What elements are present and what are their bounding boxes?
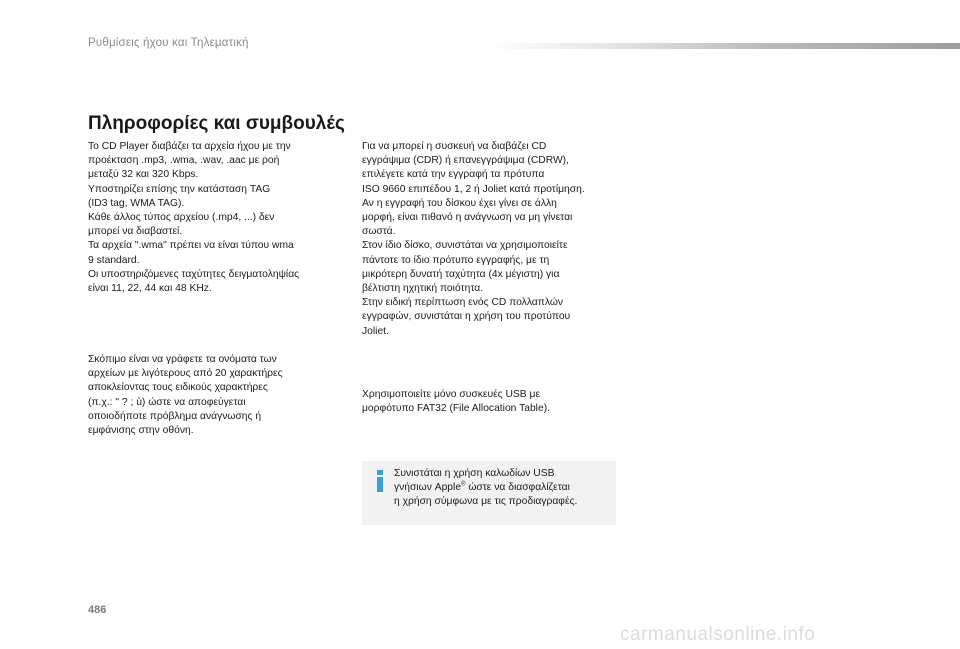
- text-line: μορφή, είναι πιθανό η ανάγνωση να μη γίνεται: [362, 212, 573, 224]
- text-line: Κάθε άλλος τύπος αρχείου (.mp4, ...) δεν: [88, 212, 275, 224]
- text-line: (π.χ.: " ? ; ù) ώστε να αποφεύγεται: [88, 396, 246, 408]
- section-header: Ρυθμίσεις ήχου και Τηλεματική: [88, 37, 249, 49]
- text-line: Joliet.: [362, 325, 389, 337]
- watermark: carmanualsonline.info: [620, 624, 816, 645]
- text-line: είναι 11, 22, 44 και 48 KHz.: [88, 283, 212, 295]
- text-line: Αν η εγγραφή του δίσκου έχει γίνει σε άλλη: [362, 197, 557, 209]
- text-line: μπορεί να διαβαστεί.: [88, 226, 183, 238]
- text-line: εγγράψιμα (CDR) ή επανεγγράψιμα (CDRW),: [362, 155, 569, 167]
- page-title: Πληροφορίες και συμβουλές: [88, 113, 345, 134]
- left-paragraph-2: [88, 353, 350, 438]
- text-line: πάντοτε το ίδιο πρότυπο εγγραφής, με τη: [362, 254, 550, 266]
- right-paragraph-1: [362, 140, 622, 339]
- text-line: μικρότερη δυνατή ταχύτητα (4x μέγιστη) για: [362, 268, 560, 280]
- text-line: (ID3 tag, WMA TAG).: [88, 197, 185, 209]
- text-line: 9 standard.: [88, 254, 140, 266]
- text-line: Σκόπιμο είναι να γράφετε τα ονόματα των: [88, 354, 277, 365]
- text-line: Στον ίδιο δίσκο, συνιστάται να χρησιμοποιείτε: [362, 240, 568, 252]
- info-note-box: [362, 461, 616, 525]
- text-line: ISO 9660 επιπέδου 1, 2 ή Joliet κατά προτίμηση.: [362, 183, 585, 195]
- text-line: επιλέγετε κατά την εγγραφή τα πρότυπα: [362, 169, 545, 181]
- text-line: αποκλείοντας τους ειδικούς χαρακτήρες: [88, 382, 268, 394]
- page-number: 486: [88, 604, 107, 616]
- text-line: αρχείων με λιγότερους από 20 χαρακτήρες: [88, 368, 283, 380]
- text-line: οποιοδήποτε πρόβλημα ανάγνωσης ή: [88, 410, 262, 422]
- text-line: Οι υποστηριζόμενες ταχύτητες δειγματοληψίας: [88, 268, 300, 280]
- text-line: προέκταση .mp3, .wma, .wav, .aac με ροή: [88, 155, 280, 167]
- left-paragraph-1: [88, 140, 350, 296]
- text-line: εμφάνισης στην οθόνη.: [88, 425, 194, 437]
- text-line: εγγραφών, συνιστάται η χρήση του προτύπου: [362, 311, 571, 323]
- note-text: Συνιστάται η χρήση καλωδίων USB γνήσιων Apple® ώστε να διασφαλίζεται η χρήση σύμφωνα με τις προδιαγραφές.: [394, 468, 578, 508]
- text-line: Τα αρχεία ".wma" πρέπει να είναι τύπου wma: [88, 240, 294, 252]
- info-icon: [376, 470, 384, 492]
- right-paragraph-2: [362, 388, 622, 416]
- text-line: μεταξύ 32 και 320 Kbps.: [88, 169, 199, 181]
- text-line: σωστά.: [362, 226, 396, 238]
- header-decoration-bar: [488, 43, 960, 49]
- text-line: Το CD Player διαβάζει τα αρχεία ήχου με την: [88, 141, 291, 152]
- text-line: Υποστηρίζει επίσης την κατάσταση TAG: [88, 183, 271, 195]
- text-line: βέλτιστη ηχητική ποιότητα.: [362, 283, 484, 295]
- text-line: Για να μπορεί η συσκευή να διαβάζει CD: [362, 141, 547, 152]
- text-line: μορφότυπο FAT32 (File Allocation Table).: [362, 403, 550, 415]
- text-line: Στην ειδική περίπτωση ενός CD πολλαπλών: [362, 297, 564, 309]
- text-line: Χρησιμοποιείτε μόνο συσκευές USB με: [362, 389, 541, 400]
